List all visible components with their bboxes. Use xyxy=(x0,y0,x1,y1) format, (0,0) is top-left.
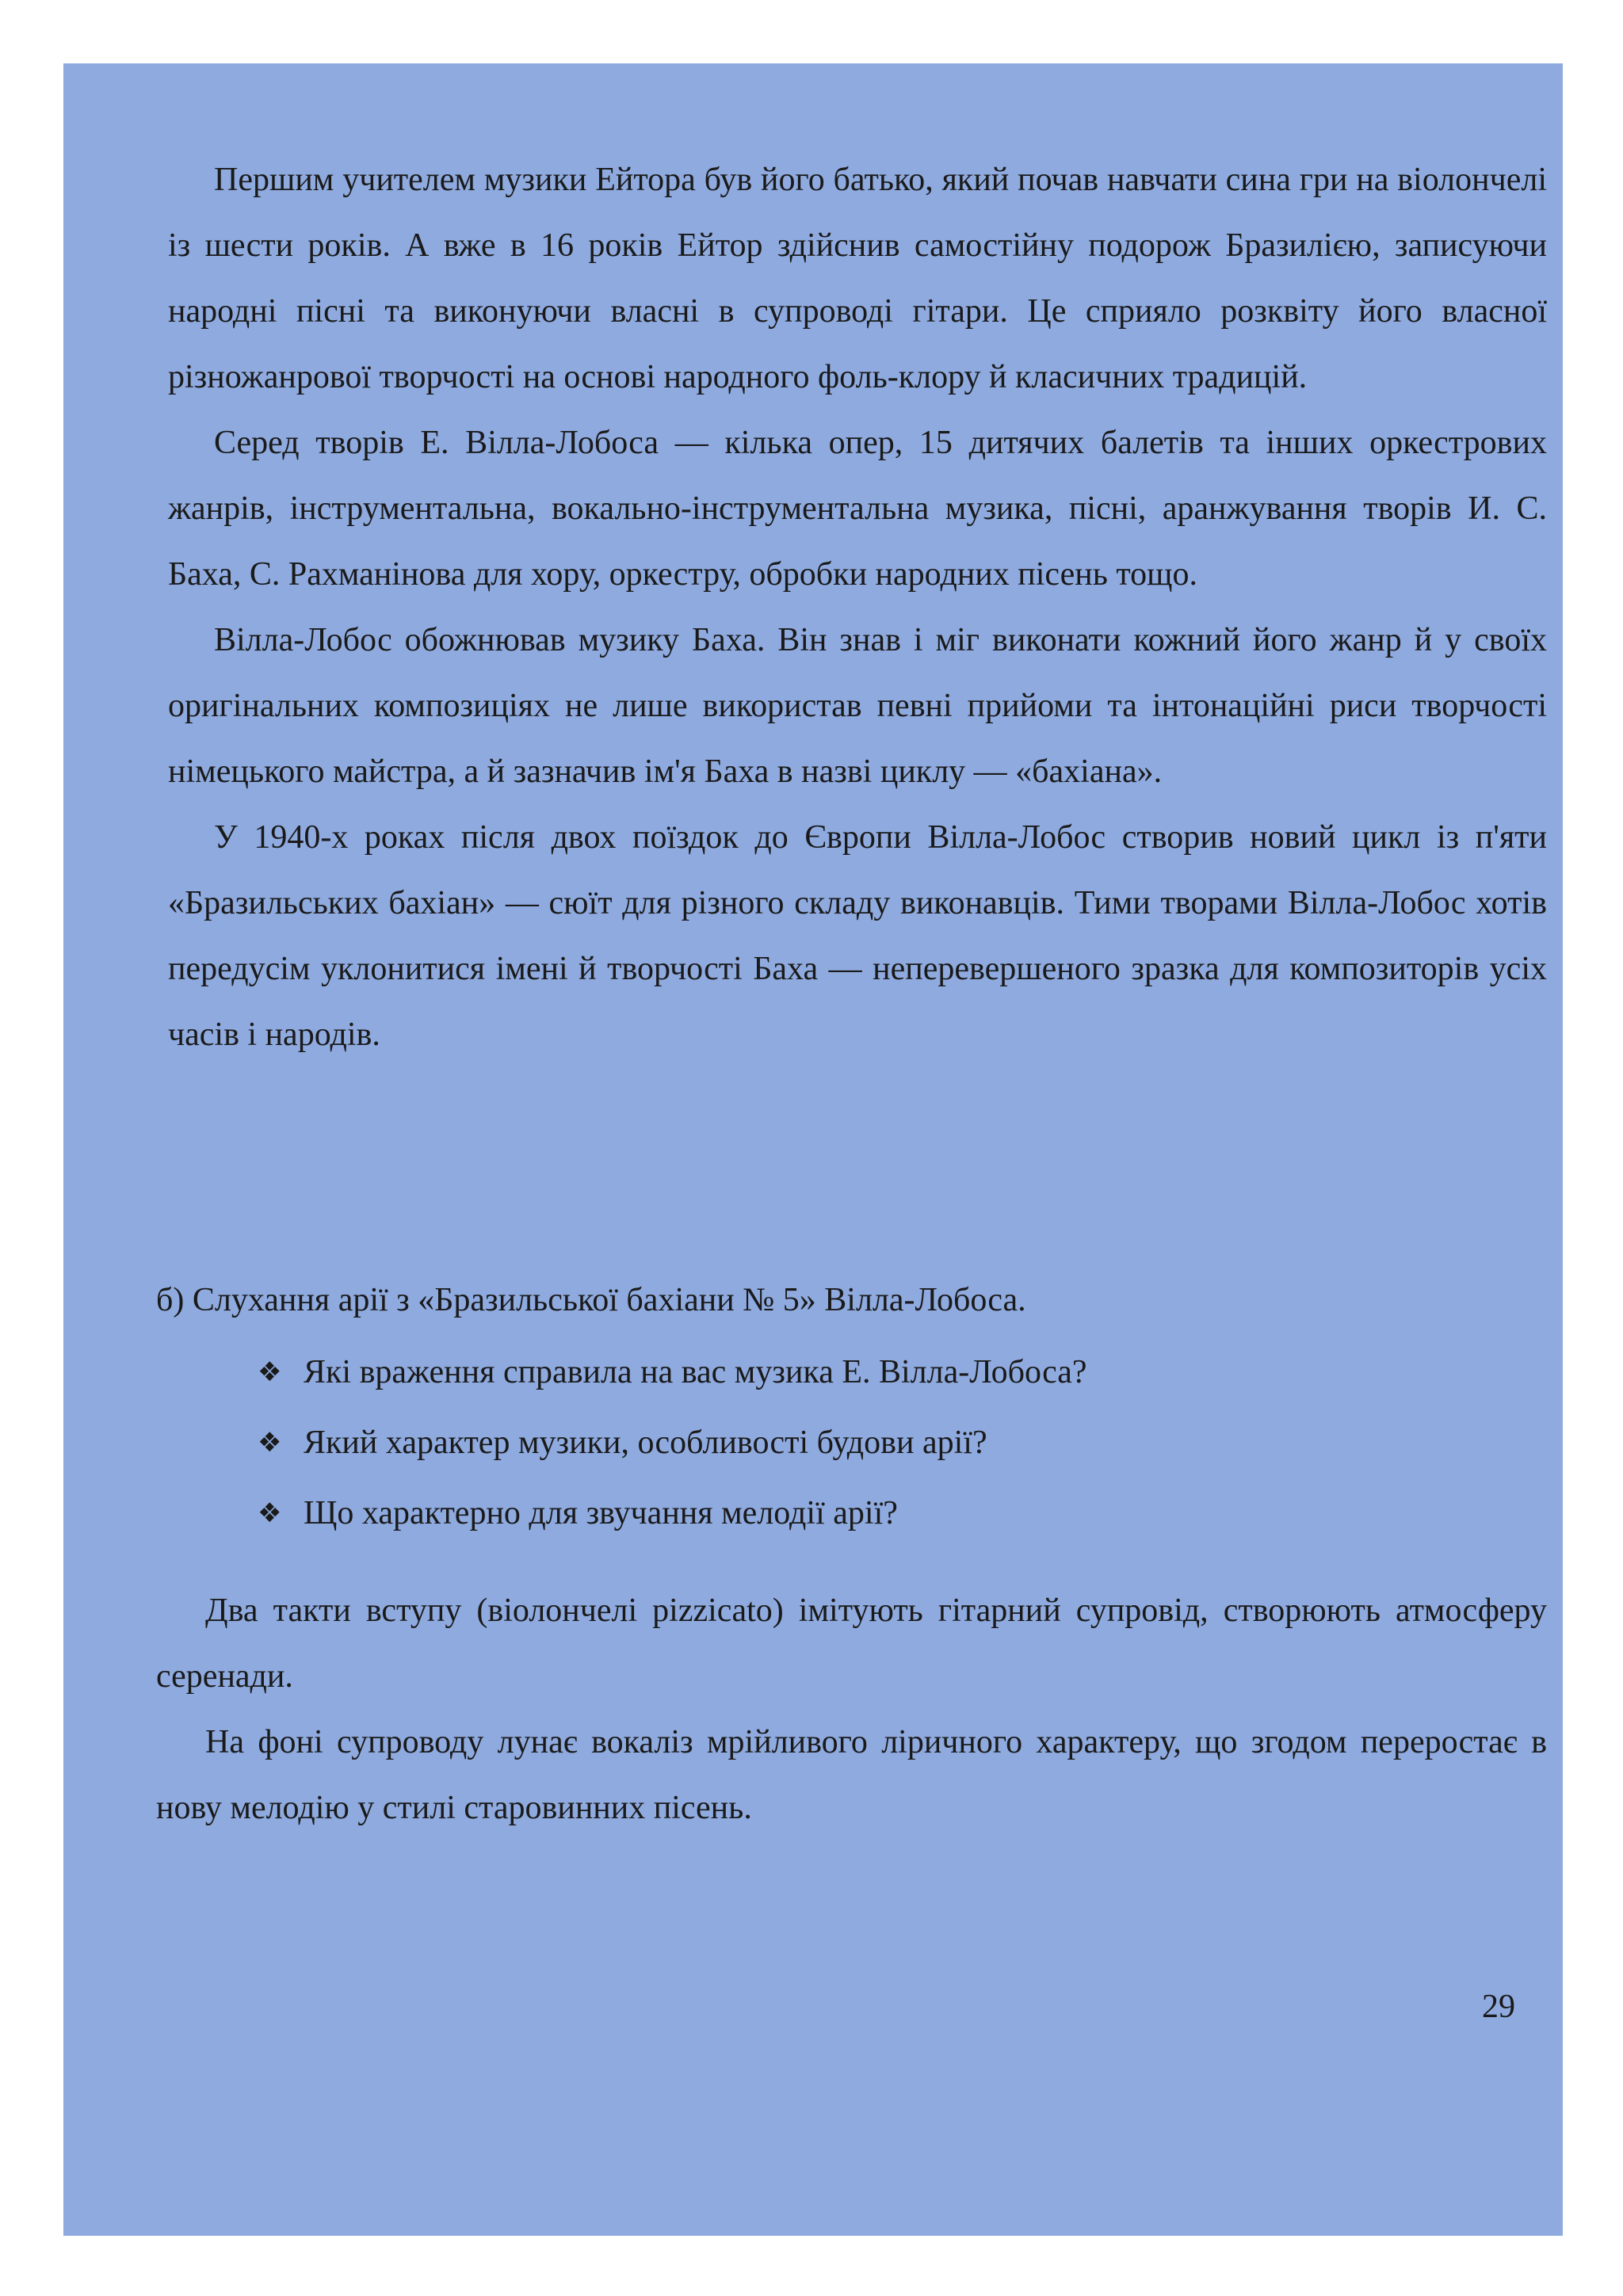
listening-task: б) Слухання арії з «Бразильської бахіани № 5» Вілла-Лобоса. xyxy=(156,1282,1026,1318)
question-text: Що характерно для звучання мелодії арії? xyxy=(304,1495,898,1531)
question-list xyxy=(258,1337,1446,1549)
paragraph-bach-admiration: Вілла-Лобос обожнював музику Баха. Він знав і міг виконати кожний його жанр й у своїх оригінальних композиціях не лише використав певні прийоми та інтонаційні риси творчості німецького майстра, а й зазначив ім'я Баха в назві циклу — «бахіана». xyxy=(168,622,1547,790)
answer-paragraph-intro: Два такти вступу (віолончелі pizzicato) імітують гітарний супровід, створюють атмосферу серенади. xyxy=(156,1592,1547,1695)
diamond-bullet-icon: ❖ xyxy=(258,1497,282,1529)
page-number: 29 xyxy=(1482,1989,1515,2025)
paragraph-bachianas-cycle: У 1940-х роках після двох поїздок до Європи Вілла-Лобос створив новий цикл із п'яти «Бразильських бахіан» — сюїт для різного складу виконавців. Тими творами Вілла-Лобос хотів передусім уклонитися імені й творчості Баха — неперевершеного зразка для композиторів усіх часів і народів. xyxy=(168,819,1547,1053)
question-text: Який характер музики, особливості будови арії? xyxy=(304,1425,987,1461)
question-item xyxy=(258,1478,1446,1549)
answer-text xyxy=(156,1578,1547,1841)
paragraph-works: Серед творів Е. Вілла-Лобоса — кілька опер, 15 дитячих балетів та інших оркестрових жанрів, інструментальна, вокально-інструментальна музика, пісні, аранжування творів И. С. Баха, С. Рахманінова для хору, оркестру, обробки народних пісень тощо. xyxy=(168,425,1547,593)
diamond-bullet-icon: ❖ xyxy=(258,1427,282,1459)
question-item xyxy=(258,1337,1446,1408)
question-item xyxy=(258,1408,1446,1478)
paragraph-first-teacher: Першим учителем музики Ейтора був його батько, який почав навчати сина гри на віолончелі із шести років. А вже в 16 років Ейтор здійснив самостійну подорож Бразилією, записуючи народні пісні та виконуючи власні в супроводі гітари. Це сприяло розквіту його власної різножанрової творчості на основі народного фоль-клору й класичних традицій. xyxy=(168,162,1547,395)
answer-paragraph-vocalise: На фоні супроводу лунає вокаліз мрійливого ліричного характеру, що згодом переростає в нову мелодію у стилі старовинних пісень. xyxy=(156,1724,1547,1826)
diamond-bullet-icon: ❖ xyxy=(258,1356,282,1388)
question-text: Які враження справила на вас музика Е. Вілла-Лобоса? xyxy=(304,1354,1087,1390)
main-text xyxy=(168,147,1547,1068)
